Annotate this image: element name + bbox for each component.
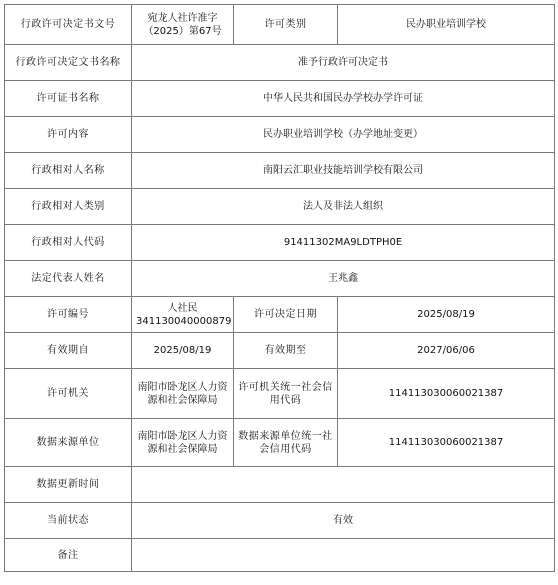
remark-label: 备注 xyxy=(5,539,132,572)
authority-credit-code-value: 11411303006002138​7 xyxy=(338,369,555,419)
source-unit-credit-code-label: 数据来源单位统一社会信用代码 xyxy=(234,419,338,467)
party-code-value: 91411302MA9LDTPH0E xyxy=(132,225,555,261)
source-unit-credit-code-value: 114113030060021387 xyxy=(338,419,555,467)
party-code-label: 行政相对人代码 xyxy=(5,225,132,261)
authority-credit-code-label: 许可机关统一社会信用代码 xyxy=(234,369,338,419)
permit-category-label: 许可类别 xyxy=(234,5,338,45)
party-name-label: 行政相对人名称 xyxy=(5,153,132,189)
row-source-unit xyxy=(5,419,555,467)
decision-date-label: 许可决定日期 xyxy=(234,297,338,333)
row-validity xyxy=(5,333,555,369)
valid-from-label: 有效期自 xyxy=(5,333,132,369)
legal-rep-label: 法定代表人姓名 xyxy=(5,261,132,297)
decision-name-value: 准予行政许可决定书 xyxy=(132,45,555,81)
valid-from-value: 2025/08/19 xyxy=(132,333,234,369)
row-permit-no xyxy=(5,297,555,333)
permit-no-value-line2: 341130040000879 xyxy=(136,315,232,327)
status-label: 当前状态 xyxy=(5,503,132,539)
party-type-label: 行政相对人类别 xyxy=(5,189,132,225)
decision-no-value-line2: （2025）第67号 xyxy=(143,25,222,37)
permit-no-value xyxy=(132,297,234,333)
cert-name-label: 许可证书名称 xyxy=(5,81,132,117)
row-legal-rep xyxy=(5,261,555,297)
permit-no-value-line1: 人社民 xyxy=(167,302,198,314)
row-update-time xyxy=(5,467,555,503)
row-remark xyxy=(5,539,555,572)
decision-no-value-line1: 宛龙人社许准字 xyxy=(147,12,218,24)
valid-to-value: 2027/06/06 xyxy=(338,333,555,369)
party-type-value: 法人及非法人组织 xyxy=(132,189,555,225)
remark-value xyxy=(132,539,555,572)
row-status xyxy=(5,503,555,539)
row-decision-no xyxy=(5,5,555,45)
legal-rep-value: 王兆鑫 xyxy=(132,261,555,297)
row-content xyxy=(5,117,555,153)
authority-value: 南阳市卧龙区人力资源和社会保障局 xyxy=(132,369,234,419)
party-name-value: 南阳云汇职业技能培训学校有限公司 xyxy=(132,153,555,189)
permit-category-value: 民办职业培训学校 xyxy=(338,5,555,45)
decision-name-label: 行政许可决定文书名称 xyxy=(5,45,132,81)
row-decision-name xyxy=(5,45,555,81)
permit-info-table xyxy=(4,4,555,572)
decision-no-value xyxy=(132,5,234,45)
source-unit-value: 南阳市卧龙区人力资源和社会保障局 xyxy=(132,419,234,467)
row-party-code xyxy=(5,225,555,261)
row-party-type xyxy=(5,189,555,225)
cert-name-value: 中华人民共和国民办学校办学许可证 xyxy=(132,81,555,117)
row-cert-name xyxy=(5,81,555,117)
decision-no-label: 行政许可决定书文号 xyxy=(5,5,132,45)
status-value: 有效 xyxy=(132,503,555,539)
source-unit-label: 数据来源单位 xyxy=(5,419,132,467)
decision-date-value: 2025/08/19 xyxy=(338,297,555,333)
permit-no-label: 许可编号 xyxy=(5,297,132,333)
content-value: 民办职业培训学校（办学地址变更） xyxy=(132,117,555,153)
authority-label: 许可机关 xyxy=(5,369,132,419)
row-authority xyxy=(5,369,555,419)
valid-to-label: 有效期至 xyxy=(234,333,338,369)
content-label: 许可内容 xyxy=(5,117,132,153)
update-time-label: 数据更新时间 xyxy=(5,467,132,503)
update-time-value xyxy=(132,467,555,503)
row-party-name xyxy=(5,153,555,189)
